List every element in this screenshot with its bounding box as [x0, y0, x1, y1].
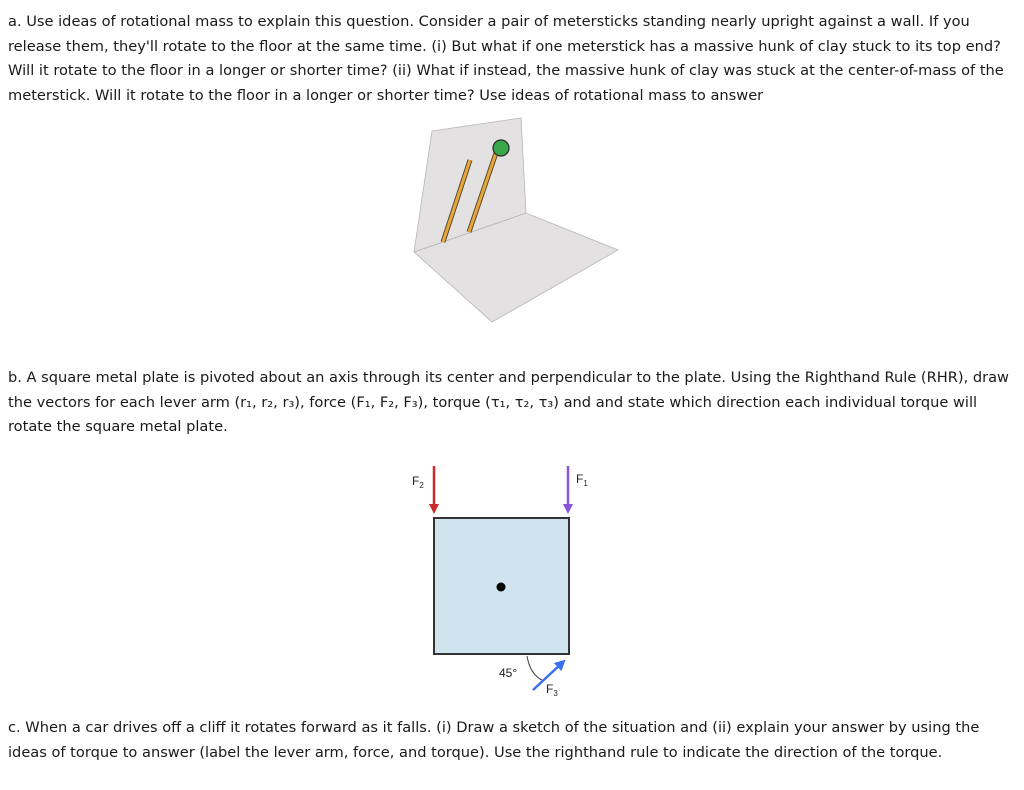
pivot-point	[497, 583, 506, 592]
force-f3-label: $F_3$	[546, 682, 558, 698]
force-f2-label: $F_2$	[412, 474, 424, 490]
angle-arc	[527, 656, 542, 680]
force-f1-label: $F_1$	[576, 472, 588, 488]
question-c-text: c. When a car drives off a cliff it rotates forward as it falls. (i) Draw a sketch of the situation and (ii) explain your answer by using the ideas of torque to answer (label the lever arm, force, and torque). Use the righthand rule to indicate the direction of the torque.	[8, 719, 980, 761]
question-b-text: b. A square metal plate is pivoted about an axis through its center and perpendicular to the plate. Using the Righthand Rule (RHR), draw the vectors for each lever arm (r₁, r₂, r₃), force (F₁, F₂, F₃), torque (τ₁, τ₂, τ₃) and and state which direction each individual torque will rotate the square metal plate.	[8, 369, 1009, 435]
question-a-text: a. Use ideas of rotational mass to explain this question. Consider a pair of metersticks standing nearly upright against a wall. If you release them, they'll rotate to the floor at the same time. (i) But what if one meterstick has a massive hunk of clay stuck to its top end? Will it rotate to the floor in a longer or shorter time? (ii) What if instead, the massive hunk of clay was stuck at the center-of-mass of the meterstick. Will it rotate to the floor in a longer or shorter time? Use ideas of rotational mass to answer	[8, 13, 1004, 104]
angle-label: 45°	[499, 666, 518, 680]
